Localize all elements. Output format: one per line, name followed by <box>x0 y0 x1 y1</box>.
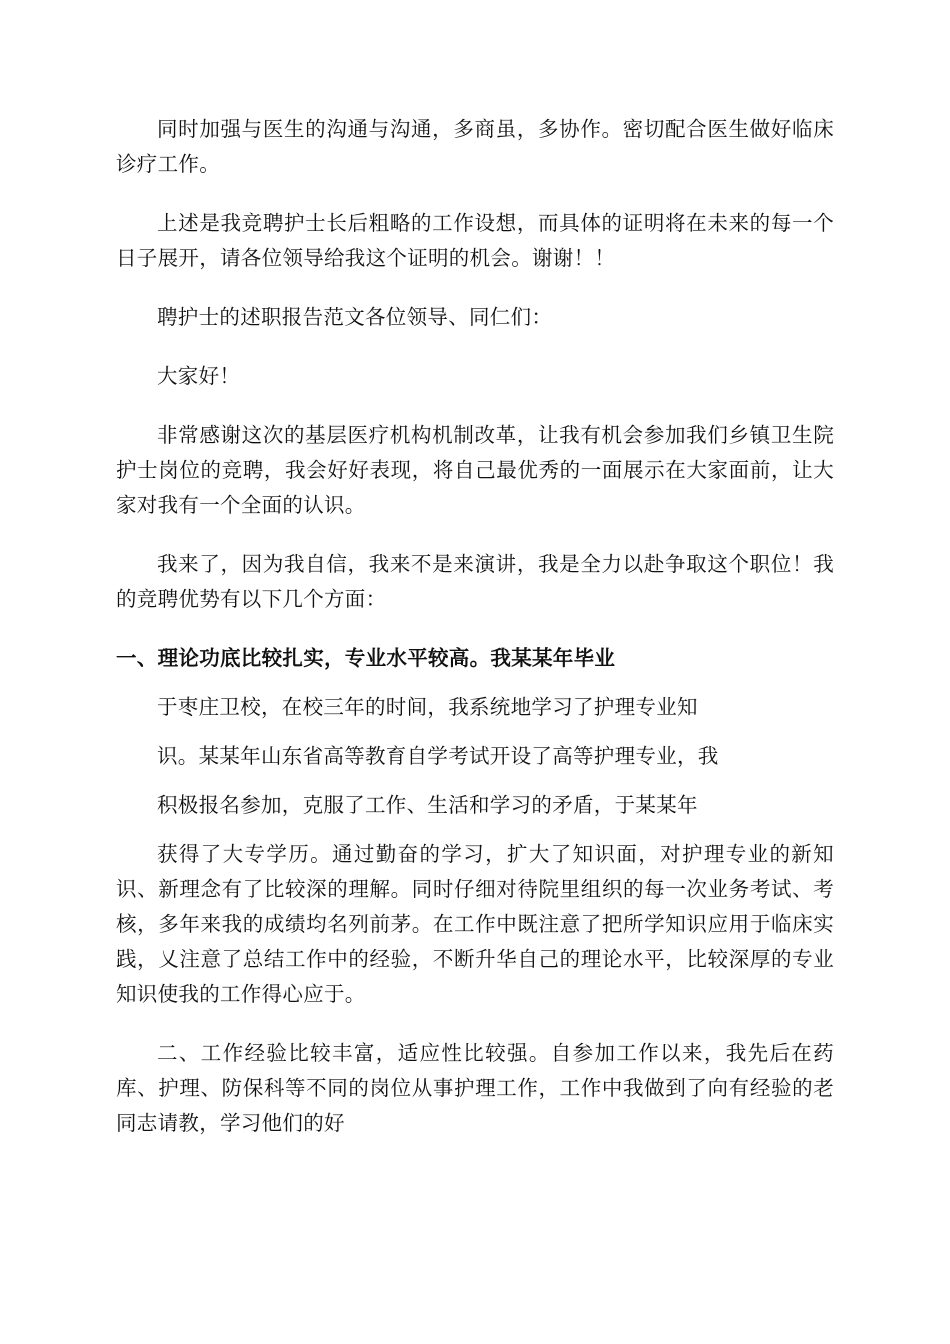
paragraph-4: 大家好！ <box>157 364 241 388</box>
paragraph-7: 获得了大专学历。通过勤奋的学习，扩大了知识面，对护理专业的新知识、新理念有了比较深的理解。同时仔细对待院里组织的每一次业务考试、考核，多年来我的成绩均名列前茅。在工作中既注意了把所学知识应用于临床实践，乂注意了总结工作中的经验，不断升华自己的理论水平，比较深厚的专业知识使我的工作得心应于。 <box>116 842 834 1006</box>
paragraph-3: 聘护士的述职报告范文各位领导、同仁们： <box>157 305 553 329</box>
line-3: 积极报名参加，克服了工作、生活和学习的矛盾，于某某年 <box>157 793 698 817</box>
paragraph-5: 非常感谢这次的基层医疗机构机制改革，让我有机会参加我们乡镇卫生院护士岗位的竞聘，我会好好表现，将自己最优秀的一面展示在大家面前，让大家对我有一个全面的认识。 <box>116 423 834 517</box>
paragraph-1: 同时加强与医生的沟通与沟通，多商虽，多协作。密切配合医生做好临床诊疗工作。 <box>116 117 834 176</box>
paragraph-6: 我来了，因为我自信，我来不是来演讲，我是全力以赴争取这个职位！我的竞聘优势有以下几个方面： <box>116 552 834 611</box>
line-1: 于枣庄卫校，在校三年的时间，我系统地学习了护理专业知 <box>157 695 698 719</box>
line-2: 识。某某年山东省高等教育自学考试开设了高等护理专业，我 <box>157 744 719 768</box>
paragraph-2: 上述是我竞聘护士长后粗略的工作设想，而具体的证明将在未来的每一个日子展开，请各位领导给我这个证明的机会。谢谢！！ <box>116 211 834 270</box>
document-body <box>116 112 834 1165</box>
section-heading-1: 一、理论功底比较扎实，专业水平较高。我某某年毕业 <box>116 646 616 670</box>
paragraph-8: 二、工作经验比较丰富，适应性比较强。自参加工作以来，我先后在药库、护理、防保科等不同的岗位从事护理工作，工作中我做到了向有经验的老同志请教，学习他们的好 <box>116 1041 834 1135</box>
